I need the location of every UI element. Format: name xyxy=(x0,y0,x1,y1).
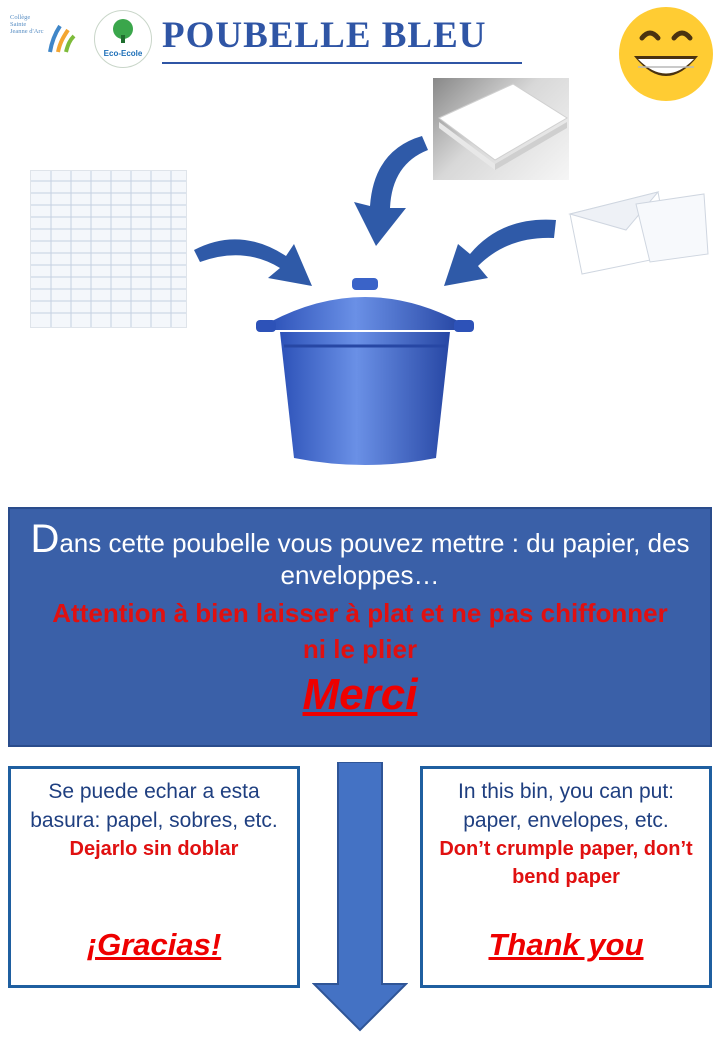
ledger-paper-image xyxy=(30,170,187,328)
spanish-text: Se puede echar a esta basura: papel, sobres, etc. xyxy=(30,780,278,832)
curved-arrow-top-icon xyxy=(330,132,430,252)
down-arrow-icon xyxy=(312,762,408,1032)
title-underline xyxy=(162,62,522,64)
french-text xyxy=(10,517,710,591)
english-instructions-box xyxy=(420,766,712,988)
college-logo-text: Collège Sainte Jeanne d'Arc xyxy=(10,14,44,35)
blue-bin-image xyxy=(250,272,480,472)
grinning-face-icon xyxy=(614,4,718,104)
college-logo-icon xyxy=(46,22,76,56)
eco-ecole-label: Eco-Ecole xyxy=(103,49,143,58)
paper-stack-image xyxy=(433,78,569,180)
page-title: POUBELLE BLEU xyxy=(162,15,487,56)
envelopes-image xyxy=(566,184,710,278)
english-text: In this bin, you can put: paper, envelopes, etc. xyxy=(458,780,674,832)
french-body: ans cette poubelle vous pouvez mettre : du papier, des enveloppes… xyxy=(59,528,690,590)
tree-icon xyxy=(109,17,137,45)
spanish-instructions-box xyxy=(8,766,300,988)
french-thanks: Merci xyxy=(302,670,418,719)
english-thanks: Thank you xyxy=(488,927,644,962)
french-instructions-box xyxy=(8,507,712,747)
french-warning: Attention à bien laisser à plat et ne pas chiffonner ni le plier xyxy=(52,598,668,664)
french-initial: D xyxy=(30,517,60,561)
college-logo xyxy=(8,12,74,58)
spanish-warning: Dejarlo sin doblar xyxy=(69,838,239,860)
eco-ecole-logo xyxy=(94,10,152,68)
english-warning: Don’t crumple paper, don’t bend paper xyxy=(439,838,693,888)
spanish-thanks: ¡Gracias! xyxy=(86,927,222,962)
